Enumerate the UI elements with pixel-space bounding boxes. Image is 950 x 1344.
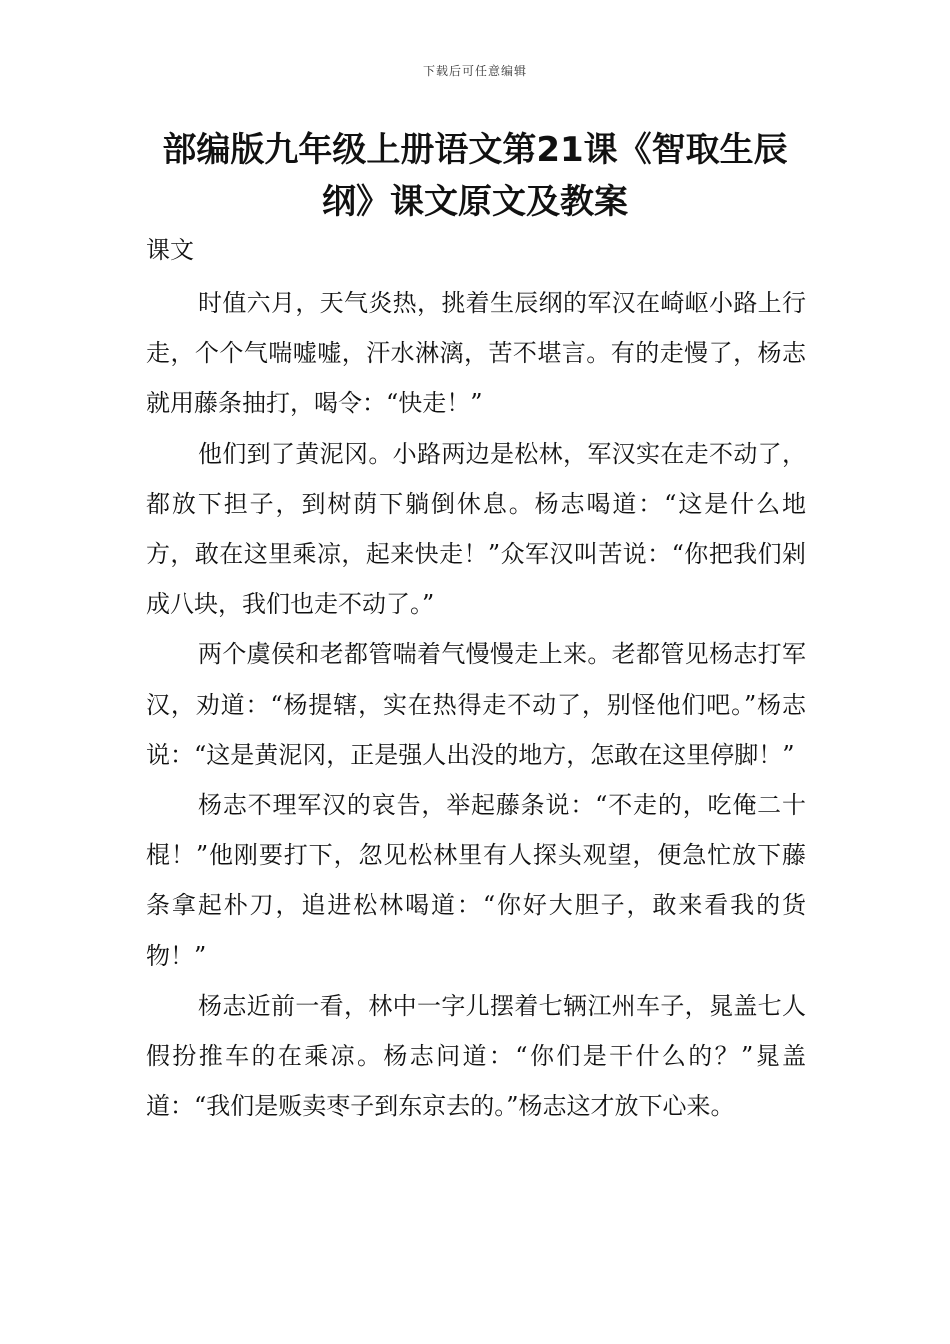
document-title: 部编版九年级上册语文第21课《智取生辰纲》课文原文及教案 — [162, 130, 788, 222]
body-text — [146, 278, 806, 1131]
section-label: 课文 — [146, 236, 194, 264]
paragraph: 两个虞侯和老都管喘着气慢慢走上来。老都管见杨志打军汉，劝道：“杨提辖，实在热得走不动了，别怪他们吧。”杨志说：“这是黄泥冈，正是强人出没的地方，怎敢在这里停脚！” — [146, 640, 806, 769]
header-note: 下载后可任意编辑 — [422, 64, 527, 78]
paragraph: 杨志不理军汉的哀告，举起藤条说：“不走的，吃俺二十棍！”他刚要打下，忽见松林里有人探头观望，便急忙放下藤条拿起朴刀，追进松林喝道：“你好大胆子，敢来看我的货物！” — [146, 791, 806, 970]
paragraph: 杨志近前一看，林中一字儿摆着七辆江州车子，晁盖七人假扮推车的在乘凉。杨志问道：“你们是干什么的？”晁盖道：“我们是贩卖枣子到东京去的。”杨志这才放下心来。 — [146, 991, 806, 1121]
paragraph: 时值六月，天气炎热，挑着生辰纲的军汉在崎岖小路上行走，个个气喘嘘嘘，汗水淋漓，苦不堪言。有的走慢了，杨志就用藤条抽打，喝令：“快走！” — [146, 289, 806, 418]
paragraph: 他们到了黄泥冈。小路两边是松林，军汉实在走不动了，都放下担子，到树荫下躺倒休息。杨志喝道：“这是什么地方，敢在这里乘凉，起来快走！”众军汉叫苦说：“你把我们剁成八块，我们也走不动了。” — [146, 439, 806, 619]
